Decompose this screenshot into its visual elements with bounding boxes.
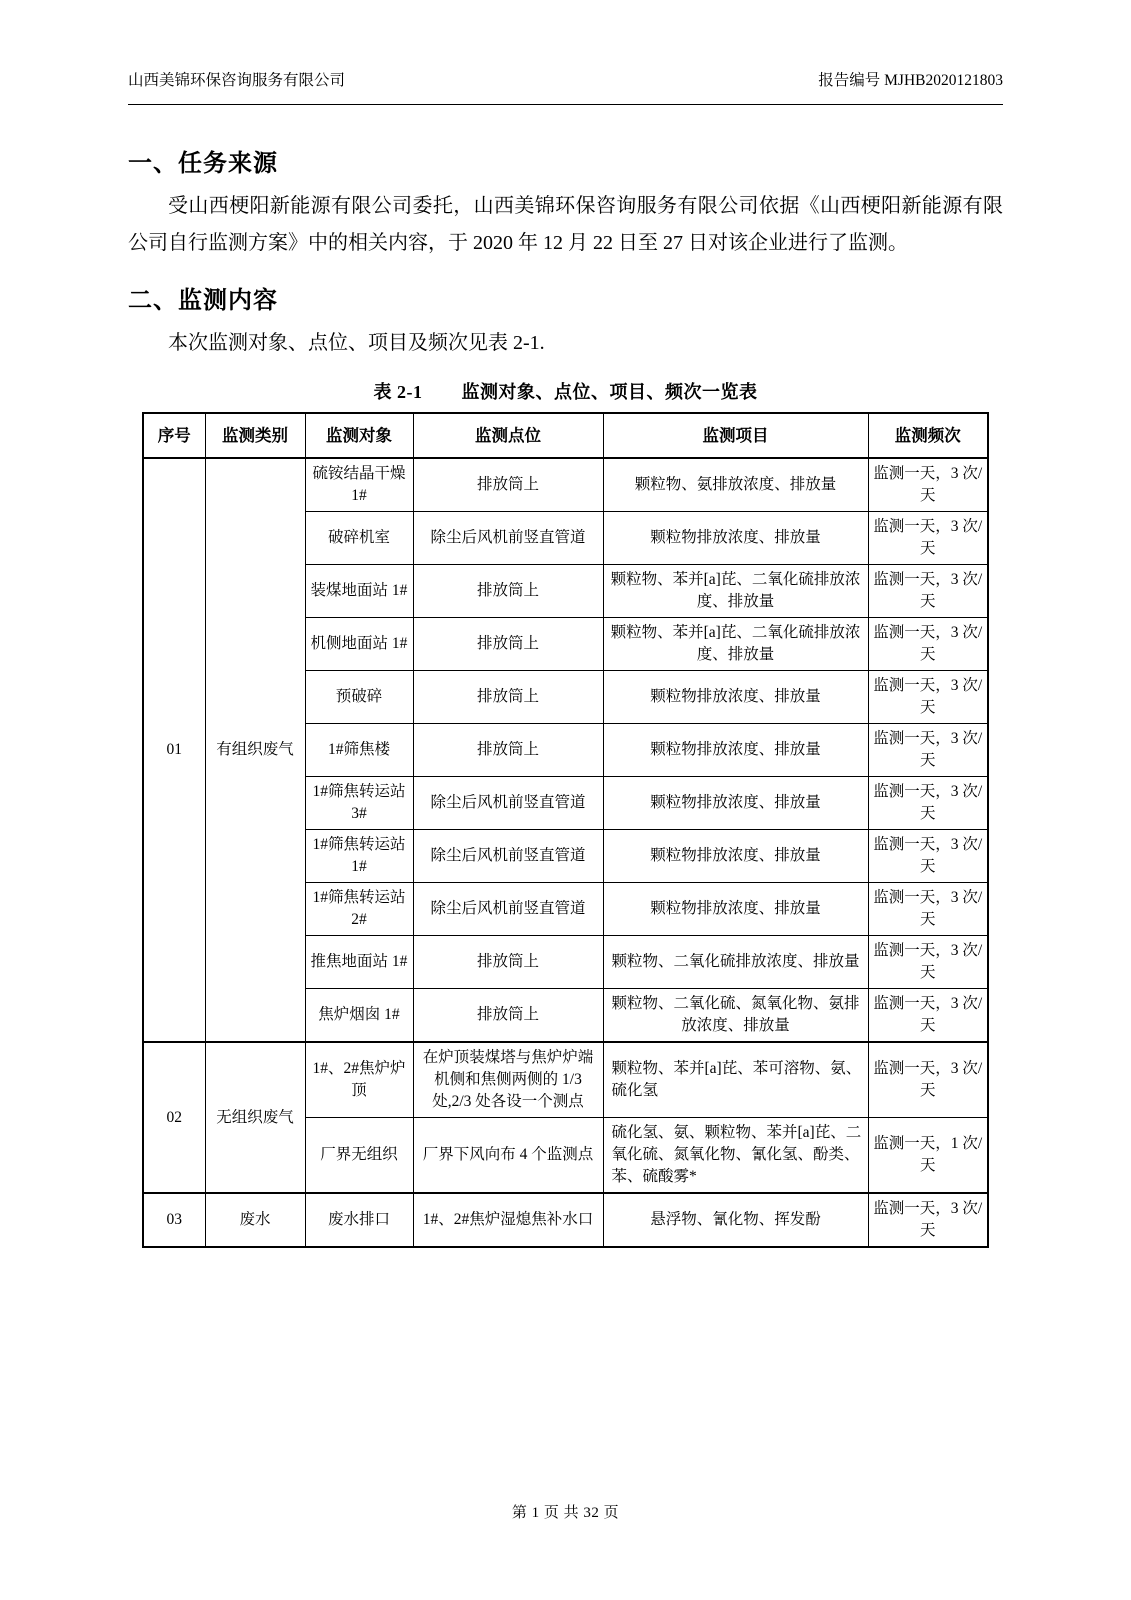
page-footer: 第 1 页 共 32 页 xyxy=(511,1505,620,1521)
cell-group-no: 01 xyxy=(143,458,205,1042)
cell-group-category: 无组织废气 xyxy=(205,1042,305,1193)
column-header-category: 监测类别 xyxy=(205,413,305,458)
cell-items: 颗粒物排放浓度、排放量 xyxy=(603,830,868,883)
cell-items: 颗粒物排放浓度、排放量 xyxy=(603,724,868,777)
cell-items: 颗粒物、苯并[a]芘、苯可溶物、氨、硫化氢 xyxy=(603,1042,868,1118)
cell-group-category: 废水 xyxy=(205,1193,305,1247)
cell-point: 除尘后风机前竖直管道 xyxy=(413,830,603,883)
cell-point: 排放筒上 xyxy=(413,936,603,989)
cell-frequency: 监测一天，3 次/天 xyxy=(868,618,988,671)
table-row xyxy=(143,1042,988,1118)
cell-object: 机侧地面站 1# xyxy=(305,618,413,671)
cell-items: 颗粒物、二氧化硫、氮氧化物、氨排放浓度、排放量 xyxy=(603,989,868,1043)
cell-object: 焦炉烟囱 1# xyxy=(305,989,413,1043)
monitoring-table xyxy=(142,412,989,1248)
column-header-frequency: 监测频次 xyxy=(868,413,988,458)
cell-frequency: 监测一天，3 次/天 xyxy=(868,458,988,512)
cell-object: 1#筛焦转运站 1# xyxy=(305,830,413,883)
cell-object: 1#筛焦转运站 3# xyxy=(305,777,413,830)
header-company: 山西美锦环保咨询服务有限公司 xyxy=(128,72,346,89)
cell-object: 1#筛焦转运站 2# xyxy=(305,883,413,936)
table-caption xyxy=(128,378,1003,404)
cell-items: 颗粒物、苯并[a]芘、二氧化硫排放浓度、排放量 xyxy=(603,565,868,618)
cell-frequency: 监测一天，3 次/天 xyxy=(868,724,988,777)
table-caption-number: 表 2-1 xyxy=(373,382,423,402)
cell-point: 排放筒上 xyxy=(413,565,603,618)
table-row xyxy=(143,1193,988,1247)
cell-items: 颗粒物排放浓度、排放量 xyxy=(603,671,868,724)
paragraph-task-source: 受山西梗阳新能源有限公司委托，山西美锦环保咨询服务有限公司依据《山西梗阳新能源有限公司自行监测方案》中的相关内容，于 2020 年 12 月 22 日至 27 日对该企业进行了监测。 xyxy=(128,195,1003,254)
cell-frequency: 监测一天，1 次/天 xyxy=(868,1118,988,1194)
table-header-row xyxy=(143,413,988,458)
table-row xyxy=(143,458,988,512)
cell-items: 颗粒物排放浓度、排放量 xyxy=(603,777,868,830)
cell-point: 除尘后风机前竖直管道 xyxy=(413,777,603,830)
table-caption-text: 监测对象、点位、项目、频次一览表 xyxy=(461,382,758,402)
cell-frequency: 监测一天，3 次/天 xyxy=(868,1193,988,1247)
cell-object: 废水排口 xyxy=(305,1193,413,1247)
cell-frequency: 监测一天，3 次/天 xyxy=(868,512,988,565)
cell-items: 颗粒物排放浓度、排放量 xyxy=(603,883,868,936)
cell-object: 1#、2#焦炉炉顶 xyxy=(305,1042,413,1118)
cell-items: 悬浮物、氰化物、挥发酚 xyxy=(603,1193,868,1247)
cell-point: 厂界下风向布 4 个监测点 xyxy=(413,1118,603,1194)
section-heading-monitoring-content: 二、监测内容 xyxy=(128,288,278,314)
cell-point: 除尘后风机前竖直管道 xyxy=(413,512,603,565)
cell-object: 破碎机室 xyxy=(305,512,413,565)
cell-frequency: 监测一天，3 次/天 xyxy=(868,1042,988,1118)
section-heading-task-source: 一、任务来源 xyxy=(128,151,278,177)
column-header-items: 监测项目 xyxy=(603,413,868,458)
cell-items: 颗粒物、苯并[a]芘、二氧化硫排放浓度、排放量 xyxy=(603,618,868,671)
cell-point: 排放筒上 xyxy=(413,458,603,512)
cell-point: 除尘后风机前竖直管道 xyxy=(413,883,603,936)
cell-items: 颗粒物、二氧化硫排放浓度、排放量 xyxy=(603,936,868,989)
cell-frequency: 监测一天，3 次/天 xyxy=(868,777,988,830)
cell-point: 排放筒上 xyxy=(413,671,603,724)
cell-object: 推焦地面站 1# xyxy=(305,936,413,989)
cell-frequency: 监测一天，3 次/天 xyxy=(868,936,988,989)
column-header-point: 监测点位 xyxy=(413,413,603,458)
cell-point: 排放筒上 xyxy=(413,989,603,1043)
cell-object: 厂界无组织 xyxy=(305,1118,413,1194)
cell-object: 1#筛焦楼 xyxy=(305,724,413,777)
cell-point: 排放筒上 xyxy=(413,724,603,777)
cell-point: 1#、2#焦炉湿熄焦补水口 xyxy=(413,1193,603,1247)
cell-frequency: 监测一天，3 次/天 xyxy=(868,671,988,724)
header-divider xyxy=(128,104,1003,105)
column-header-object: 监测对象 xyxy=(305,413,413,458)
header-report-number: 报告编号 MJHB2020121803 xyxy=(818,72,1003,89)
cell-object: 硫铵结晶干燥 1# xyxy=(305,458,413,512)
paragraph-monitoring-content: 本次监测对象、点位、项目及频次见表 2-1. xyxy=(168,332,545,354)
column-header-no: 序号 xyxy=(143,413,205,458)
cell-group-no: 02 xyxy=(143,1042,205,1193)
cell-object: 装煤地面站 1# xyxy=(305,565,413,618)
cell-frequency: 监测一天，3 次/天 xyxy=(868,830,988,883)
cell-items: 颗粒物、氨排放浓度、排放量 xyxy=(603,458,868,512)
cell-group-no: 03 xyxy=(143,1193,205,1247)
cell-object: 预破碎 xyxy=(305,671,413,724)
cell-items: 硫化氢、氨、颗粒物、苯并[a]芘、二氧化硫、氮氧化物、氰化氢、酚类、苯、硫酸雾* xyxy=(603,1118,868,1194)
cell-frequency: 监测一天，3 次/天 xyxy=(868,989,988,1043)
cell-frequency: 监测一天，3 次/天 xyxy=(868,883,988,936)
cell-point: 在炉顶装煤塔与焦炉炉端机侧和焦侧两侧的 1/3 处,2/3 处各设一个测点 xyxy=(413,1042,603,1118)
document-content xyxy=(128,125,1003,1248)
page-header xyxy=(128,72,1003,91)
cell-items: 颗粒物排放浓度、排放量 xyxy=(603,512,868,565)
cell-point: 排放筒上 xyxy=(413,618,603,671)
cell-frequency: 监测一天，3 次/天 xyxy=(868,565,988,618)
cell-group-category: 有组织废气 xyxy=(205,458,305,1042)
